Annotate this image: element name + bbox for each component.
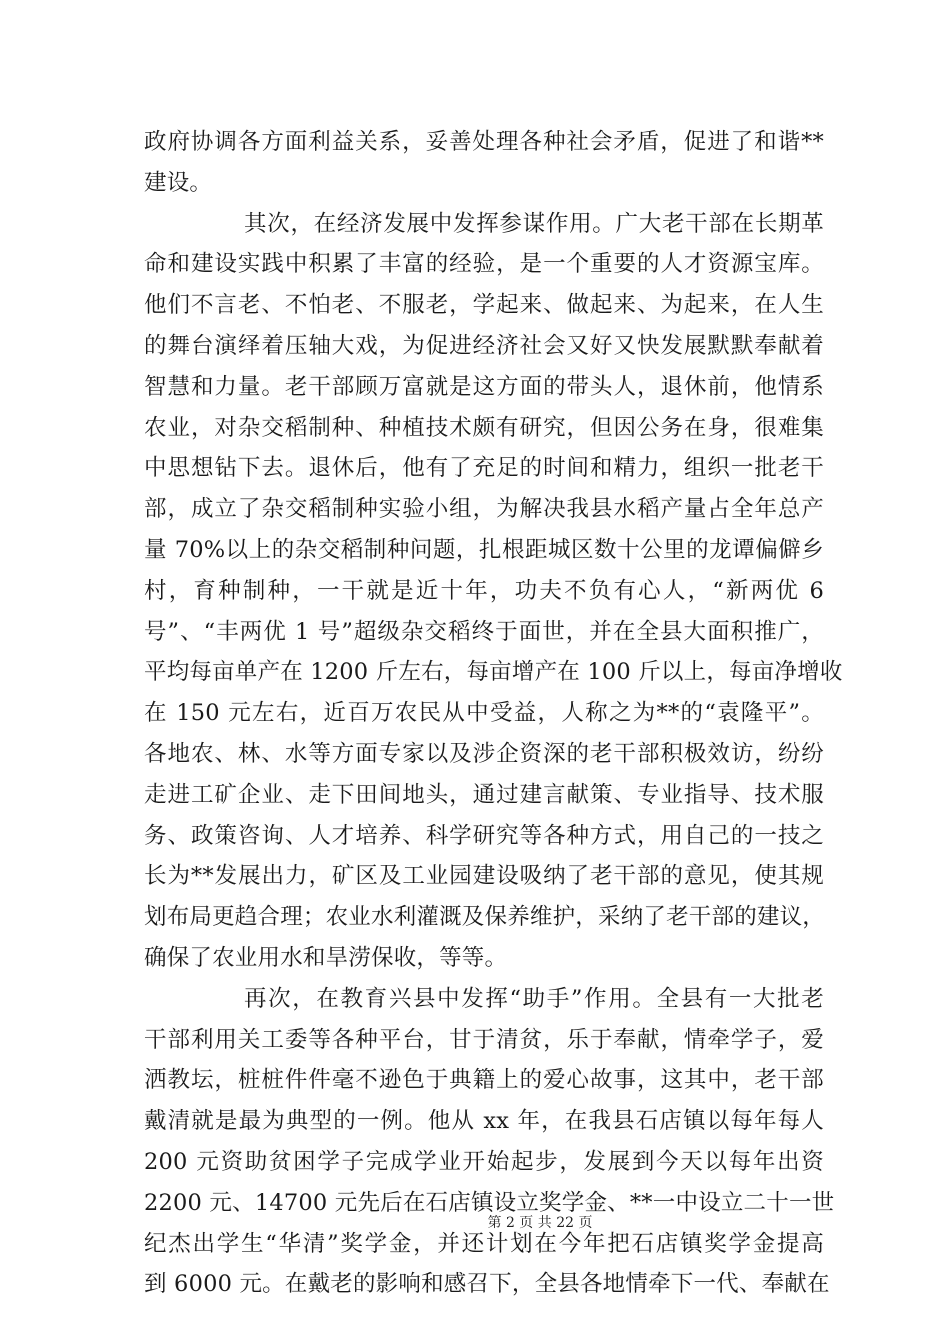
text-line: 200 元资助贫困学子完成学业开始起步，发展到今天以每年出资 bbox=[144, 1148, 824, 1175]
text-line: 号”、“丰两优 1 号”超级杂交稻终于面世，并在全县大面积推广， bbox=[144, 618, 824, 645]
text-line: 到 6000 元。在戴老的影响和感召下，全县各地情牵下一代、奉献在 bbox=[144, 1271, 830, 1298]
text-line: 干部利用关工委等各种平台，甘于清贫，乐于奉献，情牵学子，爱 bbox=[144, 1026, 824, 1053]
text-line: 戴清就是最为典型的一例。他从 xx 年，在我县石店镇以每年每人 bbox=[144, 1108, 824, 1135]
page-footer: 第 2 页 共 22 页 bbox=[487, 1215, 593, 1231]
text-line: 村，育种制种，一干就是近十年，功夫不负有心人，“新两优 6 bbox=[144, 577, 824, 604]
text-line: 部，成立了杂交稻制种实验小组，为解决我县水稻产量占全年总产 bbox=[144, 496, 824, 523]
text-line: 其次，在经济发展中发挥参谋作用。广大老干部在长期革 bbox=[244, 210, 824, 237]
text-line: 平均每亩单产在 1200 斤左右，每亩增产在 100 斤以上，每亩净增收 bbox=[144, 659, 843, 686]
text-line: 务、政策咨询、人才培养、科学研究等各种方式，用自己的一技之 bbox=[144, 822, 824, 849]
text-line: 量 70%以上的杂交稻制种问题，扎根距城区数十公里的龙谭偏僻乡 bbox=[144, 536, 824, 563]
text-line: 纪杰出学生“华清”奖学金，并还计划在今年把石店镇奖学金提高 bbox=[144, 1230, 824, 1257]
text-line: 命和建设实践中积累了丰富的经验，是一个重要的人才资源宝库。 bbox=[144, 251, 824, 278]
text-line: 划布局更趋合理；农业水利灌溉及保养维护，采纳了老干部的建议， bbox=[144, 904, 826, 931]
document-body bbox=[144, 122, 843, 1305]
text-line: 中思想钻下去。退休后，他有了充足的时间和精力，组织一批老干 bbox=[144, 455, 824, 482]
text-line: 政府协调各方面利益关系，妥善处理各种社会矛盾，促进了和谐** bbox=[144, 129, 824, 155]
text-line: 长为**发展出力，矿区及工业园建设吸纳了老干部的意见，使其规 bbox=[144, 863, 824, 890]
text-line: 的舞台演绎着压轴大戏，为促进经济社会又好又快发展默默奉献着 bbox=[144, 332, 824, 359]
text-line: 2200 元、14700 元先后在石店镇设立奖学金、**一中设立二十一世 bbox=[144, 1189, 835, 1216]
text-line: 在 150 元左右，近百万农民从中受益，人称之为**的“袁隆平”。 bbox=[144, 700, 824, 727]
text-line: 各地农、林、水等方面专家以及涉企资深的老干部积极效访，纷纷 bbox=[144, 740, 824, 767]
text-line: 确保了农业用水和旱涝保收，等等。 bbox=[144, 944, 508, 971]
text-line: 再次，在教育兴县中发挥“助手”作用。全县有一大批老 bbox=[244, 985, 824, 1012]
text-line: 农业，对杂交稻制种、种植技术颇有研究，但因公务在身，很难集 bbox=[144, 414, 824, 441]
text-line: 建设。 bbox=[144, 169, 213, 196]
text-line: 走进工矿企业、走下田间地头，通过建言献策、专业指导、技术服 bbox=[144, 781, 824, 808]
text-line: 他们不言老、不怕老、不服老，学起来、做起来、为起来，在人生 bbox=[144, 292, 824, 319]
text-line: 洒教坛，桩桩件件毫不逊色于典籍上的爱心故事，这其中，老干部 bbox=[144, 1067, 824, 1094]
text-line: 智慧和力量。老干部顾万富就是这方面的带头人，退休前，他情系 bbox=[144, 373, 824, 400]
